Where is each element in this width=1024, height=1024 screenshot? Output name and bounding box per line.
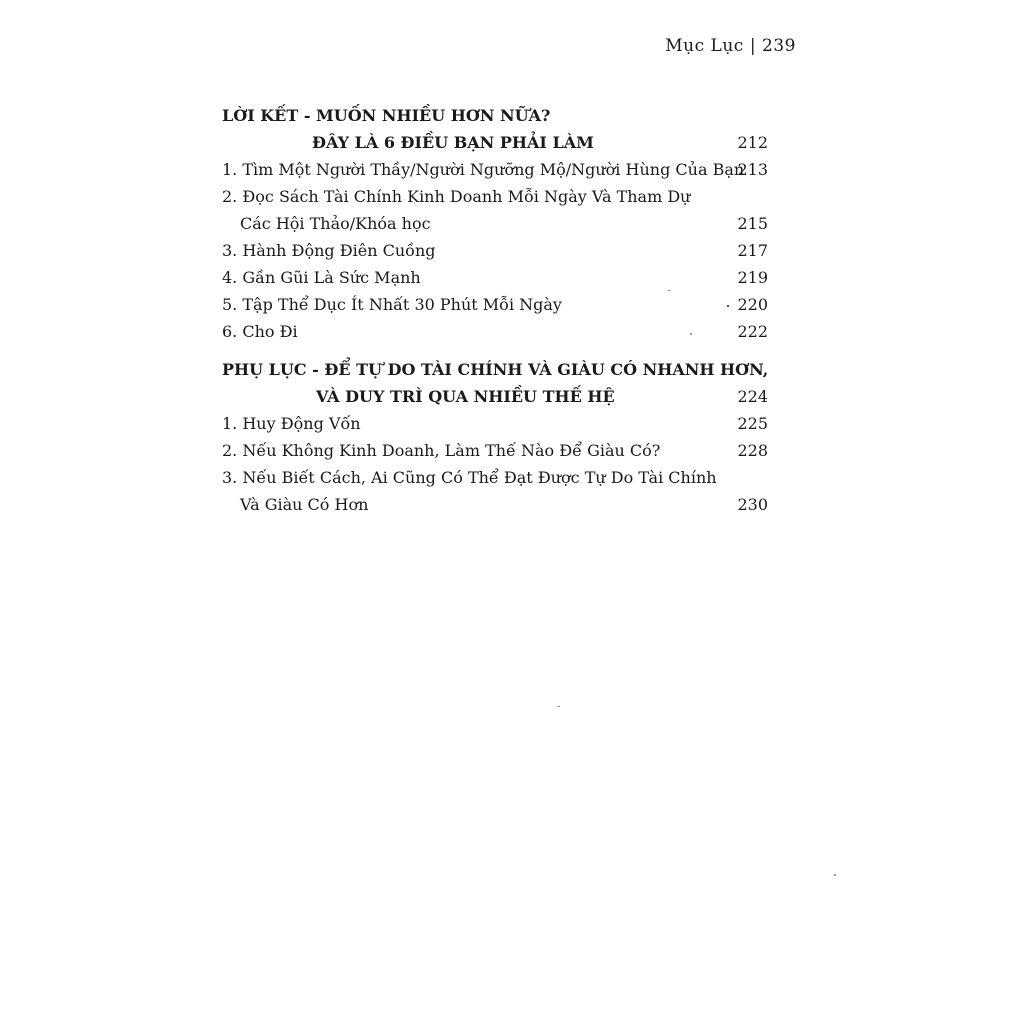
header-separator: |: [749, 36, 757, 56]
header-page-number: 239: [762, 36, 796, 56]
toc-entry-page: 222: [737, 322, 768, 341]
section-2-subtitle: [316, 383, 768, 410]
toc-entry-page: 230: [737, 495, 768, 514]
section-1-page: 212: [737, 133, 768, 152]
toc-entry-title-cont: Các Hội Thảo/Khóa học: [240, 214, 431, 233]
section-1-title: [222, 102, 768, 129]
scan-speck: [557, 706, 560, 707]
toc-entry: [222, 437, 768, 464]
section-2-page: 224: [737, 387, 768, 406]
toc-entry: [222, 291, 768, 318]
toc-entry-continued: [240, 491, 768, 518]
section-2-title: [222, 356, 768, 383]
scan-speck: [668, 290, 671, 291]
section-1-title-line1: LỜI KẾT - MUỐN NHIỀU HƠN NỮA?: [222, 106, 551, 125]
toc-entry-title: 5. Tập Thể Dục Ít Nhất 30 Phút Mỗi Ngày: [222, 295, 562, 314]
toc-entry-title: 3. Hành Động Điên Cuồng: [222, 241, 436, 260]
scan-speck: [834, 874, 836, 876]
toc-entry-page: 217: [737, 241, 768, 260]
toc-entry-page: 220: [737, 295, 768, 314]
toc-entry-page: 215: [737, 214, 768, 233]
toc-entry-title: 1. Huy Động Vốn: [222, 414, 361, 433]
toc-entry-title: 3. Nếu Biết Cách, Ai Cũng Có Thể Đạt Được Tự Do Tài Chính: [222, 468, 717, 487]
toc-entry: [222, 464, 768, 491]
toc-entry: [222, 237, 768, 264]
toc-entry-title: 1. Tìm Một Người Thầy/Người Ngưỡng Mộ/Người Hùng Của Bạn: [222, 160, 745, 179]
section-2-title-line1: PHỤ LỤC - ĐỂ TỰ DO TÀI CHÍNH VÀ GIÀU CÓ NHANH HƠN,: [222, 360, 769, 379]
toc-entry-page: 219: [737, 268, 768, 287]
section-1-title-line2: ĐÂY LÀ 6 ĐIỀU BẠN PHẢI LÀM: [312, 133, 594, 152]
toc-entry-page: 225: [737, 414, 768, 433]
toc-entry: [222, 410, 768, 437]
toc-entry-page: 213: [737, 160, 768, 179]
toc-entry-title: 4. Gần Gũi Là Sức Mạnh: [222, 268, 421, 287]
running-header: [665, 36, 796, 56]
section-2-title-line2: VÀ DUY TRÌ QUA NHIỀU THẾ HỆ: [316, 387, 615, 406]
section-1-subtitle: [312, 129, 768, 156]
header-section-title: Mục Lục: [665, 36, 744, 56]
toc-entry: [222, 318, 768, 345]
toc-entry: [222, 156, 768, 183]
scan-speck: [690, 333, 692, 335]
toc-entry-title-cont: Và Giàu Có Hơn: [240, 495, 369, 514]
toc-entry-continued: [240, 210, 768, 237]
scan-speck: [727, 305, 729, 307]
toc-entry-page: 228: [737, 441, 768, 460]
toc-entry-title: 2. Nếu Không Kinh Doanh, Làm Thế Nào Để Giàu Có?: [222, 441, 661, 460]
toc-entry-title: 2. Đọc Sách Tài Chính Kinh Doanh Mỗi Ngày Và Tham Dự: [222, 187, 691, 206]
toc-entry-title: 6. Cho Đi: [222, 322, 298, 341]
toc-entry: [222, 264, 768, 291]
toc-entry: [222, 183, 768, 210]
